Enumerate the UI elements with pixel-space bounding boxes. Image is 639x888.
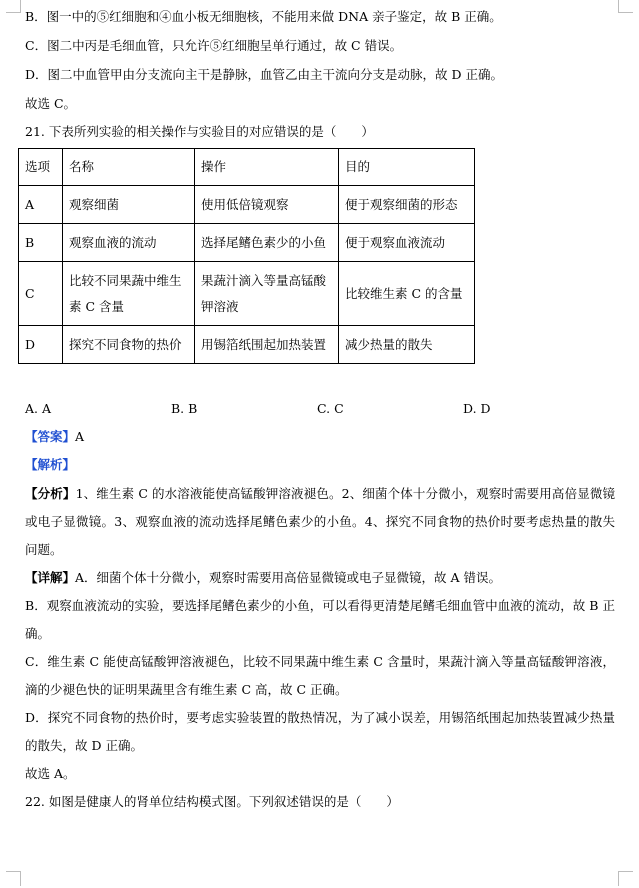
header-purpose: 目的 — [339, 149, 475, 186]
xiangjie-label: 【详解】 — [25, 570, 76, 585]
xiangjie-a-text: A．细菌个体十分微小，观察时需要用高倍显微镜或电子显微镜，故 A 错误。 — [75, 570, 502, 585]
analysis-label: 【解析】 — [25, 457, 76, 472]
experiment-table — [18, 148, 475, 364]
prev-explanation-b: B．图一中的⑤红细胞和④血小板无细胞核，不能用来做 DNA 亲子鉴定，故 B 正确。 — [25, 9, 502, 24]
option-a: A. A — [25, 401, 52, 416]
xiangjie-d-paragraph: D．探究不同食物的热价时，要考虑实验装置的散热情况，为了减小误差，用锡箔纸围起加热装置减少热量的散失，故 D 正确。 — [25, 710, 615, 753]
fenxi-paragraph — [25, 480, 615, 564]
xiangjie-c-paragraph: C．维生素 C 能使高锰酸钾溶液褪色，比较不同果蔬中维生素 C 含量时，果蔬汁滴入等量高锰酸钾溶液，滴的少褪色快的证明果蔬里含有维生素 C 高，故 C 正确。 — [25, 654, 615, 697]
cell-purpose: 便于观察细菌的形态 — [339, 186, 475, 224]
option-d: D. D — [463, 401, 491, 416]
cell-operation: 用锡箔纸围起加热装置 — [195, 326, 339, 364]
cell-operation: 选择尾鳍色素少的小鱼 — [195, 224, 339, 262]
answer-line — [25, 428, 615, 446]
prev-explanation-c: C．图二中丙是毛细血管，只允许⑤红细胞呈单行通过，故 C 错误。 — [25, 38, 403, 53]
crop-mark-top-right — [618, 0, 633, 13]
answer-label: 【答案】 — [25, 429, 76, 444]
xiangjie-a-paragraph — [25, 564, 615, 592]
prev-choose-line: 故选 C。 — [25, 96, 77, 111]
header-name: 名称 — [63, 149, 195, 186]
table-row — [19, 224, 475, 262]
table-row — [19, 262, 475, 326]
cell-operation: 果蔬汁滴入等量高锰酸钾溶液 — [195, 262, 339, 326]
answer-value: A — [75, 429, 85, 444]
prev-explanation-d: D．图二中血管甲由分支流向主干是静脉，血管乙由主干流向分支是动脉，故 D 正确。 — [25, 67, 503, 82]
question-21-stem: 21. 下表所列实验的相关操作与实验目的对应错误的是（ ） — [25, 124, 374, 139]
fenxi-text: 1、维生素 C 的水溶液能使高锰酸钾溶液褪色。2、细菌个体十分微小，观察时需要用高倍显微镜或电子显微镜。3、观察血液的流动选择尾鳍色素少的小鱼。4、探究不同食物的热价时要考虑热量的散失问题。 — [25, 486, 615, 557]
cell-purpose: 减少热量的散失 — [339, 326, 475, 364]
xiangjie-b-paragraph: B．观察血液流动的实验，要选择尾鳍色素少的小鱼，可以看得更清楚尾鳍毛细血管中血液的流动，故 B 正确。 — [25, 598, 615, 641]
cell-option: B — [19, 224, 63, 262]
crop-mark-bottom-right — [618, 871, 633, 886]
choose-line: 故选 A。 — [25, 766, 76, 781]
fenxi-label: 【分析】 — [25, 486, 76, 501]
crop-mark-bottom-left — [6, 871, 21, 886]
table-row — [19, 186, 475, 224]
header-operation: 操作 — [195, 149, 339, 186]
analysis-heading — [25, 456, 615, 474]
cell-operation: 使用低倍镜观察 — [195, 186, 339, 224]
cell-purpose: 便于观察血液流动 — [339, 224, 475, 262]
question-22-stem: 22. 如图是健康人的肾单位结构模式图。下列叙述错误的是（ ） — [25, 794, 399, 809]
crop-mark-top-left — [6, 0, 21, 13]
cell-purpose: 比较维生素 C 的含量 — [339, 262, 475, 326]
cell-option: D — [19, 326, 63, 364]
table-row — [19, 326, 475, 364]
table-header-row — [19, 149, 475, 186]
answer-options — [25, 400, 625, 418]
option-b: B. B — [171, 401, 198, 416]
cell-name: 观察细菌 — [63, 186, 195, 224]
cell-name: 探究不同食物的热价 — [63, 326, 195, 364]
cell-option: A — [19, 186, 63, 224]
cell-option: C — [19, 262, 63, 326]
cell-name: 比较不同果蔬中维生素 C 含量 — [63, 262, 195, 326]
header-option: 选项 — [19, 149, 63, 186]
option-c: C. C — [317, 401, 344, 416]
cell-name: 观察血液的流动 — [63, 224, 195, 262]
